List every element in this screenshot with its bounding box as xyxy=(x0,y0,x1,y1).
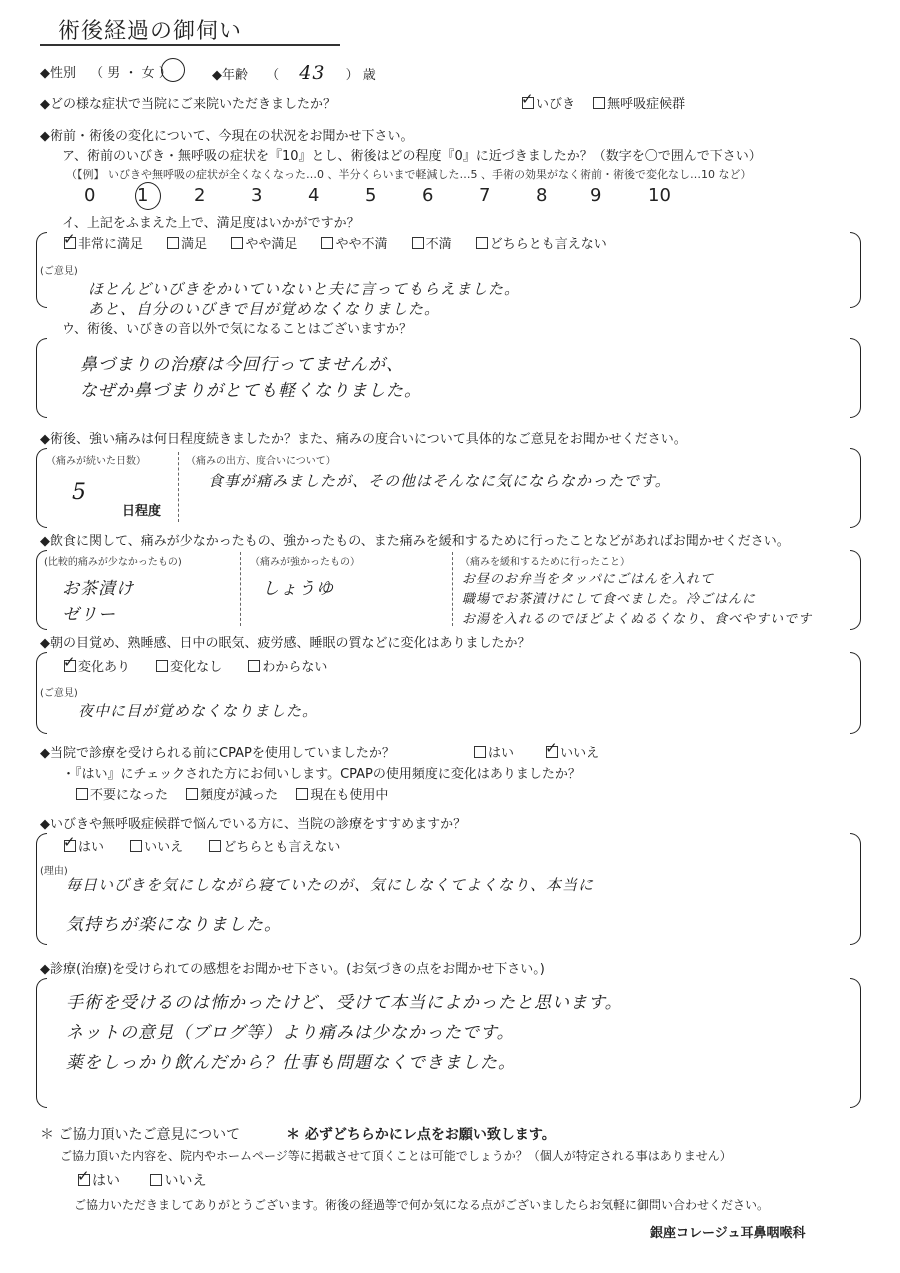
checkbox-snoring[interactable] xyxy=(522,97,534,109)
checkbox-still-using[interactable] xyxy=(296,788,308,800)
gender-row: ◆性別 （ 男 ・ 女 ） xyxy=(40,66,172,81)
other-line-2[interactable]: なぜか鼻づまりがとても軽くなりました。 xyxy=(80,381,422,401)
checkbox-neither[interactable] xyxy=(476,237,488,249)
food-col3-line1[interactable]: お昼のお弁当をタッパにごはんを入れて xyxy=(462,572,715,587)
checkbox-unknown[interactable] xyxy=(248,660,260,672)
pain-days-unit: 日程度 xyxy=(122,504,162,519)
checkbox-recommend-yes[interactable] xyxy=(64,840,76,852)
pain-degree-text[interactable]: 食事が痛みましたが、その他はそんなに気にならなかったです。 xyxy=(208,472,671,490)
checkbox-consent-no[interactable] xyxy=(150,1174,162,1186)
gender-female-circle xyxy=(161,58,185,82)
score-option[interactable]: 1 xyxy=(137,185,149,206)
satisfaction-comment-2[interactable]: あと、自分のいびきで目が覚めなくなりました。 xyxy=(88,300,441,318)
satisfaction-question: イ、上記をふまえた上で、満足度はいかがですか？ xyxy=(62,216,360,231)
checkbox-changed[interactable] xyxy=(64,660,76,672)
gender-female[interactable]: 女 xyxy=(141,66,155,81)
age-row: ◆年齢 （ 43 ） 歳 xyxy=(212,62,376,84)
clinic-name: 銀座コレージュ耳鼻咽喉科 xyxy=(650,1226,806,1241)
bracket-right xyxy=(850,338,861,418)
cpap-options: はい ✓ いいえ xyxy=(474,742,599,761)
cpap-sub-options: 不要になった 頻度が減った 現在も使用中 xyxy=(76,784,388,803)
food-divider-1 xyxy=(240,552,241,626)
checkbox-recommend-neither[interactable] xyxy=(209,840,221,852)
bracket-right xyxy=(850,833,861,945)
checkbox-no-longer-needed[interactable] xyxy=(76,788,88,800)
recommend-line-2[interactable]: 気持ちが楽になりました。 xyxy=(66,915,282,935)
consent-options: ✓はい いいえ xyxy=(78,1170,206,1190)
recommend-line-1[interactable]: 毎日いびきを気にしながら寝ていたのが、気にしなくてよくなり、本当に xyxy=(66,876,595,894)
sleep-options: ✓変化あり 変化なし わからない xyxy=(64,656,327,675)
checkbox-cpap-yes[interactable] xyxy=(474,746,486,758)
score-option[interactable]: 6 xyxy=(422,185,434,206)
score-circle xyxy=(135,182,161,210)
food-col3-label: （痛みを緩和するために行ったこと） xyxy=(460,557,630,568)
sleep-question: ◆朝の目覚め、熟睡感、日中の眠気、疲労感、睡眠の質などに変化はありましたか？ xyxy=(40,636,531,651)
food-col1-line1[interactable]: お茶漬け xyxy=(62,579,134,599)
checkbox-very-satisfied[interactable] xyxy=(64,237,76,249)
consent-thanks: ご協力いただきましてありがとうございます。術後の経過等で何か気になる点がございましたらお気軽に御問い合わせください。 xyxy=(74,1198,770,1212)
score-option[interactable]: 3 xyxy=(251,185,263,206)
satisfaction-comment-label: (ご意見) xyxy=(40,266,78,277)
checkbox-recommend-no[interactable] xyxy=(130,840,142,852)
bracket-right xyxy=(850,652,861,734)
recommend-question: ◆いびきや無呼吸症候群で悩んでいる方に、当院の診療をすすめますか？ xyxy=(40,817,467,832)
score-option[interactable]: 7 xyxy=(479,185,491,206)
symptom-question: ◆どの様な症状で当院にご来院いただきましたか？ xyxy=(40,97,336,112)
score-option[interactable]: 10 xyxy=(648,185,671,206)
consent-star-1: ＊ ご協力頂いたご意見について xyxy=(40,1127,241,1143)
bracket-right xyxy=(850,232,861,308)
change-a-line: ア、術前のいびき・無呼吸の症状を『10』とし、術後はどの程度『0』に近づきましたか？（数字を〇で囲んで下さい） xyxy=(62,149,762,164)
bracket-left xyxy=(36,338,47,418)
impression-line-1[interactable]: 手術を受けるのは怖かったけど、受けて本当によかったと思います。 xyxy=(66,993,623,1013)
checkbox-apnea[interactable] xyxy=(593,97,605,109)
change-example: （【例】 いびきや無呼吸の症状が全くなくなった…0 、半分くらいまで軽減した…5 、手術の効果がなく術前・術後で変化なし…10 など） xyxy=(66,168,752,181)
title-underline xyxy=(40,44,340,46)
cpap-sub-question: ・『はい』にチェックされた方にお伺いします。CPAPの使用頻度に変化はありましたか？ xyxy=(62,767,581,782)
checkbox-no-change[interactable] xyxy=(156,660,168,672)
recommend-options: ✓はい いいえ どちらとも言えない xyxy=(64,836,340,855)
consent-star-2: ＊ 必ずどちらかにレ点をお願い致します。 xyxy=(286,1127,556,1143)
checkbox-consent-yes[interactable] xyxy=(78,1174,90,1186)
pain-degree-label: （痛みの出方、度合いについて） xyxy=(186,456,336,467)
score-option[interactable]: 4 xyxy=(308,185,320,206)
gender-label: ◆性別 xyxy=(40,66,76,81)
food-col2-label: （痛みが強かったもの） xyxy=(250,557,360,568)
food-col1-line2[interactable]: ゼリー xyxy=(62,605,116,625)
impression-line-2[interactable]: ネットの意見（ブログ等）より痛みは少なかったです。 xyxy=(66,1023,515,1043)
cpap-question: ◆当院で診療を受けられる前にCPAPを使用していましたか？ xyxy=(40,746,395,761)
food-col1-label: (比較的痛みが少なかったもの) xyxy=(44,557,182,568)
satisfaction-comment-1[interactable]: ほとんどいびきをかいていないと夫に言ってもらえました。 xyxy=(88,280,521,298)
page-title: 術後経過の御伺い xyxy=(58,19,243,44)
other-question: ウ、術後、いびきの音以外で気になることはございますか？ xyxy=(62,322,412,337)
other-line-1[interactable]: 鼻づまりの治療は今回行ってませんが、 xyxy=(80,355,404,375)
checkbox-reduced[interactable] xyxy=(186,788,198,800)
checkbox-somewhat-dissatisfied[interactable] xyxy=(321,237,333,249)
consent-question: ご協力頂いた内容を、院内やホームページ等に掲載させて頂くことは可能でしょうか？（個人が特定される事はありません） xyxy=(60,1149,732,1163)
score-option[interactable]: 5 xyxy=(365,185,377,206)
change-question: ◆術前・術後の変化について、今現在の状況をお聞かせ下さい。 xyxy=(40,129,414,144)
score-option[interactable]: 0 xyxy=(84,185,96,206)
bracket-right xyxy=(850,978,861,1108)
sleep-comment[interactable]: 夜中に目が覚めなくなりました。 xyxy=(78,702,319,720)
age-value[interactable]: 43 xyxy=(299,62,326,84)
pain-days-value[interactable]: 5 xyxy=(72,480,87,505)
checkbox-cpap-no[interactable] xyxy=(546,746,558,758)
score-option[interactable]: 8 xyxy=(536,185,548,206)
pain-divider xyxy=(178,452,179,522)
bracket-left xyxy=(36,833,47,945)
symptom-options: ✓ いびき 無呼吸症候群 xyxy=(522,93,685,112)
food-divider-2 xyxy=(452,552,453,626)
score-option[interactable]: 2 xyxy=(194,185,206,206)
food-question: ◆飲食に関して、痛みが少なかったもの、強かったもの、また痛みを緩和するために行ったことなどがあればお聞かせください。 xyxy=(40,534,790,549)
food-col2-line1[interactable]: しょうゆ xyxy=(262,579,334,599)
satisfaction-options: ✓非常に満足 満足 やや満足 やや不満 不満 どちらとも言えない xyxy=(64,233,607,252)
bracket-left xyxy=(36,978,47,1108)
pain-question: ◆術後、強い痛みは何日程度続きましたか？また、痛みの度合いについて具体的なご意見をお聞かせください。 xyxy=(40,432,687,447)
age-unit: 歳 xyxy=(362,68,376,83)
recommend-reason-label: (理由) xyxy=(40,866,68,877)
impression-line-3[interactable]: 薬をしっかり飲んだから？仕事も問題なくできました。 xyxy=(66,1053,516,1073)
pain-days-label: （痛みが続いた日数） xyxy=(46,456,146,467)
sleep-comment-label: (ご意見) xyxy=(40,688,78,699)
bracket-right xyxy=(850,550,861,630)
checkbox-satisfied[interactable] xyxy=(167,237,179,249)
bracket-right xyxy=(850,448,861,528)
score-option[interactable]: 9 xyxy=(590,185,602,206)
impression-question: ◆診療(治療)を受けられての感想をお聞かせ下さい。(お気づきの点をお聞かせ下さい。) xyxy=(40,962,545,977)
food-col3-line2[interactable]: 職場でお茶漬けにして食べました。冷ごはんに xyxy=(462,592,757,607)
age-label: ◆年齢 xyxy=(212,68,248,83)
food-col3-line3[interactable]: お湯を入れるのでほどよくぬるくなり、食べやすいです xyxy=(462,612,813,627)
checkbox-somewhat-satisfied[interactable] xyxy=(231,237,243,249)
checkbox-dissatisfied[interactable] xyxy=(412,237,424,249)
gender-male[interactable]: 男 xyxy=(107,66,121,81)
